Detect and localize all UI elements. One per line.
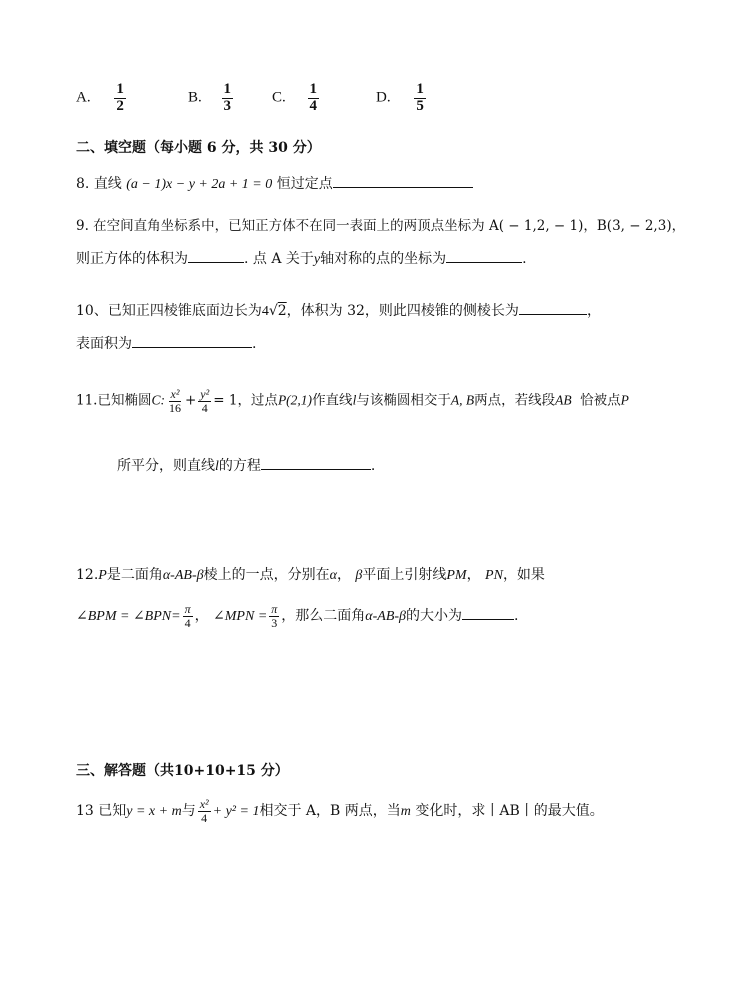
question-9-line1: 9. 在空间直角坐标系中，已知正方体不在同一表面上的两顶点坐标为 A( − 1,2, − 1)，B(3, − 2,3)， xyxy=(76,218,686,234)
q12-beta: β xyxy=(355,568,363,583)
q12-text-b: 棱上的一点，分别在 xyxy=(203,567,330,583)
q11-mid3: 与该椭圆相交于 xyxy=(356,392,451,409)
option-b-fraction: $\frac{1}{3}$ xyxy=(223,81,232,114)
q11-line2-l: l xyxy=(215,459,219,474)
q12-frac-pi3: $\frac{\pi}{3}$ xyxy=(271,602,278,630)
q11-seg: AB xyxy=(555,392,572,408)
q12-p: P xyxy=(98,568,107,583)
q13-frac: $\frac{\text{x²}}{4}$ xyxy=(199,797,209,825)
q13-line-eq: y = x + m xyxy=(126,804,182,820)
q12-pn: PN xyxy=(485,568,503,583)
q12-answer-blank xyxy=(462,607,514,620)
q11-ab: A, B xyxy=(450,392,475,408)
section-2-title: 二、填空题（每小题 6 分，共 30 分） xyxy=(76,140,321,156)
question-9-line2 xyxy=(76,248,527,268)
q12-angle2: ∠MPN = xyxy=(213,609,268,625)
q12-comma2: ， xyxy=(466,567,481,583)
q10-sqrt: √2 xyxy=(268,303,287,319)
q13-pre: 13 已知 xyxy=(76,803,127,820)
q12-comma1: ， xyxy=(336,567,351,583)
option-a-fraction: $\frac{1}{2}$ xyxy=(116,81,124,114)
q8-equation: (a − 1)x − y + 2a + 1 = 0 xyxy=(126,177,273,192)
option-b xyxy=(188,82,235,115)
question-10-line1 xyxy=(76,300,601,320)
option-d-letter: D. xyxy=(376,89,391,106)
q11-answer-blank xyxy=(261,457,371,470)
question-12-line2 xyxy=(76,603,518,629)
q12-text-a: 是二面角 xyxy=(106,567,163,583)
option-c-letter: C. xyxy=(272,89,286,106)
question-11-line2 xyxy=(117,455,375,475)
q11-line2-b: 的方程 xyxy=(218,458,261,474)
q9-y-axis: y xyxy=(313,252,321,267)
q11-line2-a: 所平分，则直线 xyxy=(117,458,215,474)
question-8 xyxy=(76,173,473,193)
q11-frac-x: $\frac{\text{x²}}{16}$ xyxy=(168,387,181,415)
q10-area-blank xyxy=(132,335,252,348)
q11-c: C: xyxy=(151,392,165,408)
q11-frac-y: $\frac{\text{y²}}{4}$ xyxy=(200,387,210,415)
q13-mid2: 相交于 A，B 两点，当 xyxy=(259,803,401,820)
q11-plus: + xyxy=(184,392,197,409)
q12-number: 12. xyxy=(76,567,99,583)
q9-volume-blank xyxy=(188,250,244,263)
q11-pre: 11.已知椭圆 xyxy=(76,392,152,409)
q12-text-f: 的大小为 xyxy=(406,608,463,625)
q12-alpha: α xyxy=(329,568,337,583)
question-10-line2 xyxy=(76,333,256,353)
q9-symmetric-label: 轴对称的点的坐标为 xyxy=(320,251,447,267)
option-b-letter: B. xyxy=(188,89,202,106)
q13-post: 变化时，求丨AB丨的最大值。 xyxy=(415,803,604,820)
q10-area-label: 表面积为 xyxy=(76,336,132,352)
q13-m: m xyxy=(400,804,411,820)
q8-number: 8. xyxy=(76,176,90,192)
q13-mid: 与 xyxy=(181,803,196,820)
q10-coef: 4 xyxy=(261,304,269,319)
q12-text-c: 平面上引射线 xyxy=(362,567,447,583)
q9-point-blank xyxy=(446,250,522,263)
q10-edge-blank xyxy=(519,302,587,315)
q11-eq: = 1 xyxy=(213,392,238,409)
q8-pre: 直线 xyxy=(93,176,122,192)
option-c-fraction: $\frac{1}{4}$ xyxy=(309,81,318,114)
option-a xyxy=(76,82,128,115)
q9-end: . xyxy=(522,251,527,267)
q11-point: P(2,1) xyxy=(277,392,313,408)
option-d-fraction: $\frac{1}{5}$ xyxy=(416,81,424,114)
q10-comma: ， xyxy=(586,303,601,319)
question-12-line1 xyxy=(76,564,545,584)
q11-mid4: 两点，若线段 xyxy=(474,392,556,409)
option-a-letter: A. xyxy=(76,89,91,106)
q11-end: . xyxy=(370,458,376,474)
q11-p: P xyxy=(620,392,629,408)
q10-pre: 10、已知正四棱锥底面边长为 xyxy=(76,303,262,319)
q12-frac-pi4: $\frac{\pi}{4}$ xyxy=(184,602,191,630)
q12-comma3: ， xyxy=(194,608,209,625)
q12-pm: PM xyxy=(446,568,467,583)
section-3-title: 三、解答题（共10+10+15 分） xyxy=(76,763,289,779)
q9-volume-label: 则正方体的体积为 xyxy=(76,251,188,267)
q12-angle1: ∠BPM = ∠BPN= xyxy=(76,609,181,625)
question-13 xyxy=(76,798,604,824)
q13-ellipse-eq: + y² = 1 xyxy=(212,804,260,820)
q11-mid5: 恰被点 xyxy=(580,392,621,409)
q9-point-label: . 点 A 关于 xyxy=(244,251,314,267)
option-d xyxy=(376,82,428,115)
q11-mid: ，过点 xyxy=(237,392,278,409)
q10-end: . xyxy=(252,336,257,352)
q12-text-e: ，那么二面角 xyxy=(281,608,366,625)
q12-dihedral: α-AB-β xyxy=(162,568,204,583)
q11-l: l xyxy=(352,392,357,408)
q11-mid2: 作直线 xyxy=(312,392,353,409)
q8-post: 恒过定点 xyxy=(276,176,333,192)
q12-text-d: ，如果 xyxy=(502,567,545,583)
q12-end: . xyxy=(514,608,519,625)
q10-volume-text: ，体积为 32，则此四棱锥的侧棱长为 xyxy=(286,303,519,319)
q12-dihedral2: α-AB-β xyxy=(365,609,407,625)
q8-answer-blank xyxy=(333,175,473,188)
option-c xyxy=(272,82,321,115)
question-11-line1 xyxy=(76,388,629,414)
